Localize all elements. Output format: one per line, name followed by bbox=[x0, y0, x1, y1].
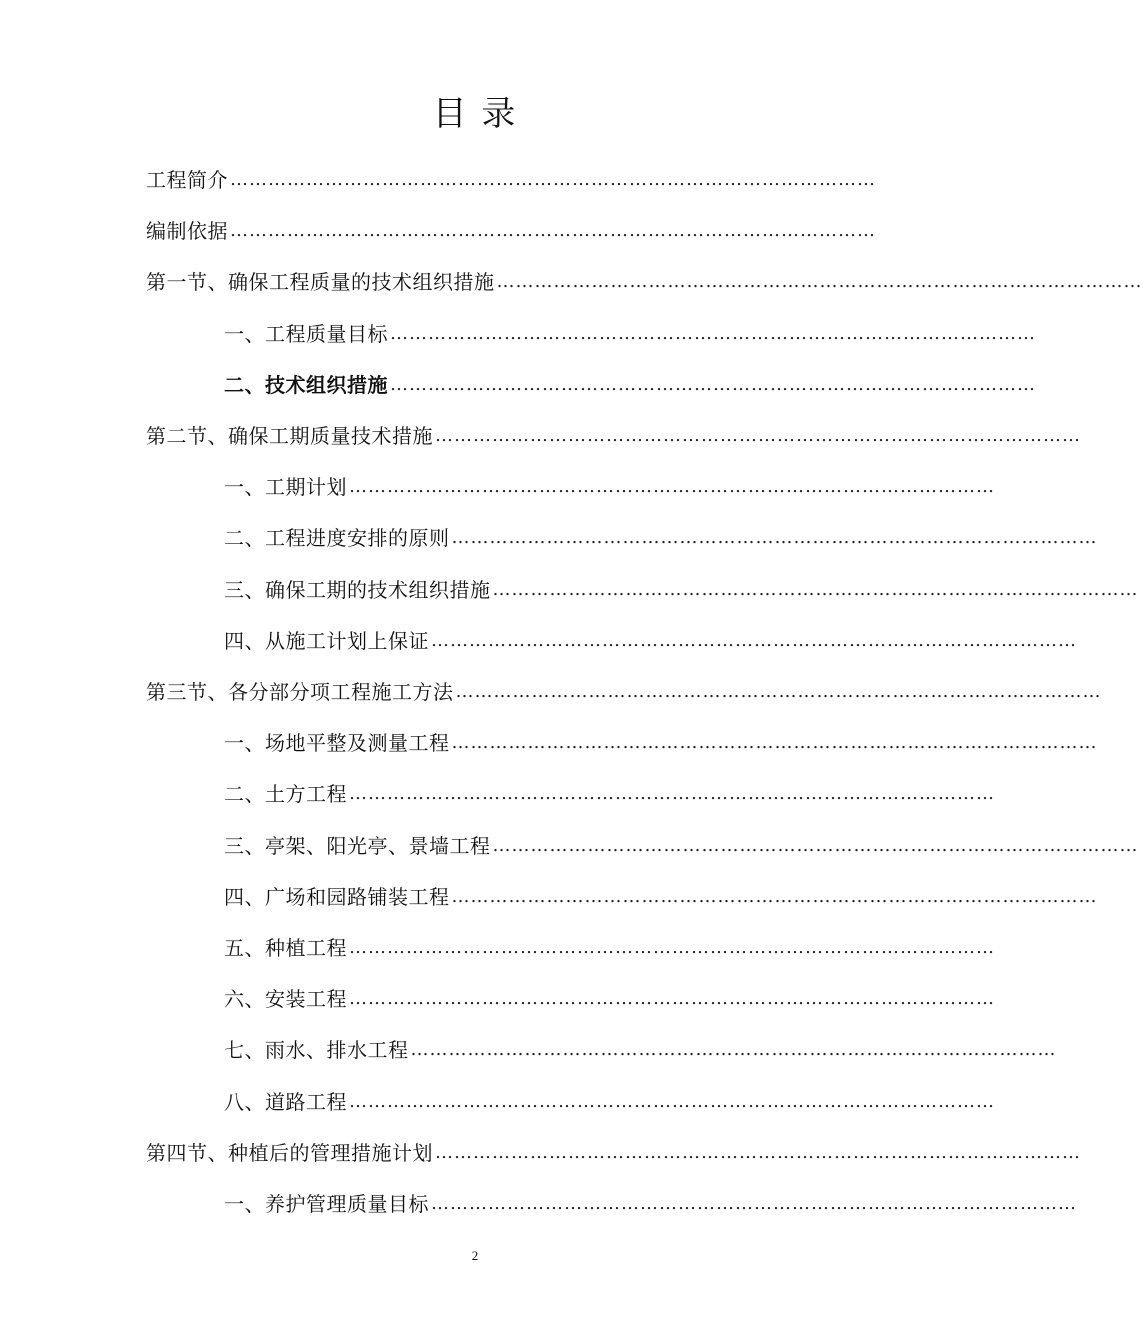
page-title: 目 录 bbox=[432, 94, 518, 134]
toc-dot-leader: ………………………………………………………………………………………… bbox=[349, 1091, 995, 1112]
toc-dot-leader: ………………………………………………………………………………………… bbox=[230, 169, 876, 190]
toc-dot-leader: ………………………………………………………………………………………… bbox=[390, 374, 1036, 395]
toc-entry-label: 编制依据 bbox=[146, 219, 228, 243]
toc-entry-label: 一、工程质量目标 bbox=[224, 322, 388, 346]
toc-entry[interactable] bbox=[224, 933, 995, 963]
toc-entry[interactable] bbox=[224, 831, 1139, 861]
toc-entry-label: 第三节、各分部分项工程施工方法 bbox=[146, 680, 454, 704]
toc-entry[interactable] bbox=[224, 370, 1036, 400]
toc-entry-label: 八、道路工程 bbox=[224, 1090, 347, 1114]
toc-dot-leader: ………………………………………………………………………………………… bbox=[349, 937, 995, 958]
toc-entry-label: 第一节、确保工程质量的技术组织措施 bbox=[146, 270, 495, 294]
toc-entry[interactable] bbox=[224, 882, 1098, 912]
toc-entry[interactable] bbox=[224, 728, 1098, 758]
toc-entry[interactable] bbox=[224, 626, 1077, 656]
toc-dot-leader: ………………………………………………………………………………………… bbox=[435, 1142, 1081, 1163]
toc-dot-leader: ………………………………………………………………………………………… bbox=[349, 783, 995, 804]
toc-entry[interactable] bbox=[224, 472, 995, 502]
toc-entry-label: 三、亭架、阳光亭、景墙工程 bbox=[224, 834, 491, 858]
toc-entry-label: 四、广场和园路铺装工程 bbox=[224, 885, 450, 909]
toc-entry[interactable] bbox=[224, 1035, 1057, 1065]
toc-entry[interactable] bbox=[146, 216, 876, 246]
toc-dot-leader: ………………………………………………………………………………………… bbox=[410, 1039, 1057, 1060]
toc-dot-leader: ………………………………………………………………………………………… bbox=[455, 681, 1102, 702]
toc-dot-leader: ………………………………………………………………………………………… bbox=[431, 1193, 1077, 1214]
toc-dot-leader: ………………………………………………………………………………………… bbox=[431, 630, 1077, 651]
toc-dot-leader: ………………………………………………………………………………………… bbox=[492, 579, 1139, 600]
toc-entry[interactable] bbox=[146, 165, 876, 195]
toc-dot-leader: ………………………………………………………………………………………… bbox=[451, 886, 1098, 907]
toc-dot-leader: ………………………………………………………………………………………… bbox=[349, 988, 995, 1009]
toc-dot-leader: ………………………………………………………………………………………… bbox=[496, 271, 1143, 292]
toc-dot-leader: ………………………………………………………………………………………… bbox=[230, 220, 876, 241]
toc-dot-leader: ………………………………………………………………………………………… bbox=[451, 527, 1098, 548]
toc-entry-label: 三、确保工期的技术组织措施 bbox=[224, 578, 491, 602]
toc-entry[interactable] bbox=[146, 677, 1102, 707]
toc-entry[interactable] bbox=[146, 267, 1143, 297]
toc-dot-leader: ………………………………………………………………………………………… bbox=[390, 323, 1036, 344]
toc-entry-label: 二、技术组织措施 bbox=[224, 373, 388, 397]
toc-entry-label: 一、工期计划 bbox=[224, 475, 347, 499]
toc-entry-label: 六、安装工程 bbox=[224, 987, 347, 1011]
toc-entry[interactable] bbox=[146, 421, 1081, 451]
toc-entry-label: 工程简介 bbox=[146, 168, 228, 192]
toc-entry[interactable] bbox=[224, 779, 995, 809]
toc-dot-leader: ………………………………………………………………………………………… bbox=[492, 835, 1139, 856]
toc-entry[interactable] bbox=[224, 984, 995, 1014]
toc-entry-label: 一、养护管理质量目标 bbox=[224, 1192, 429, 1216]
toc-entry[interactable] bbox=[224, 523, 1098, 553]
toc-entry[interactable] bbox=[224, 319, 1036, 349]
toc-entry[interactable] bbox=[146, 1138, 1081, 1168]
toc-entry-label: 第四节、种植后的管理措施计划 bbox=[146, 1141, 433, 1165]
toc-entry-label: 第二节、确保工期质量技术措施 bbox=[146, 424, 433, 448]
page-number: 2 bbox=[471, 1248, 479, 1263]
toc-entry-label: 四、从施工计划上保证 bbox=[224, 629, 429, 653]
toc-entry[interactable] bbox=[224, 1087, 995, 1117]
toc-entry-label: 二、土方工程 bbox=[224, 782, 347, 806]
toc-entry-label: 五、种植工程 bbox=[224, 936, 347, 960]
toc-dot-leader: ………………………………………………………………………………………… bbox=[349, 476, 995, 497]
toc-entry-label: 一、场地平整及测量工程 bbox=[224, 731, 450, 755]
toc-entry[interactable] bbox=[224, 575, 1139, 605]
toc-entry[interactable] bbox=[224, 1189, 1077, 1219]
toc-entry-label: 七、雨水、排水工程 bbox=[224, 1038, 409, 1062]
toc-dot-leader: ………………………………………………………………………………………… bbox=[451, 732, 1098, 753]
toc-entry-label: 二、工程进度安排的原则 bbox=[224, 526, 450, 550]
toc-dot-leader: ………………………………………………………………………………………… bbox=[435, 425, 1081, 446]
